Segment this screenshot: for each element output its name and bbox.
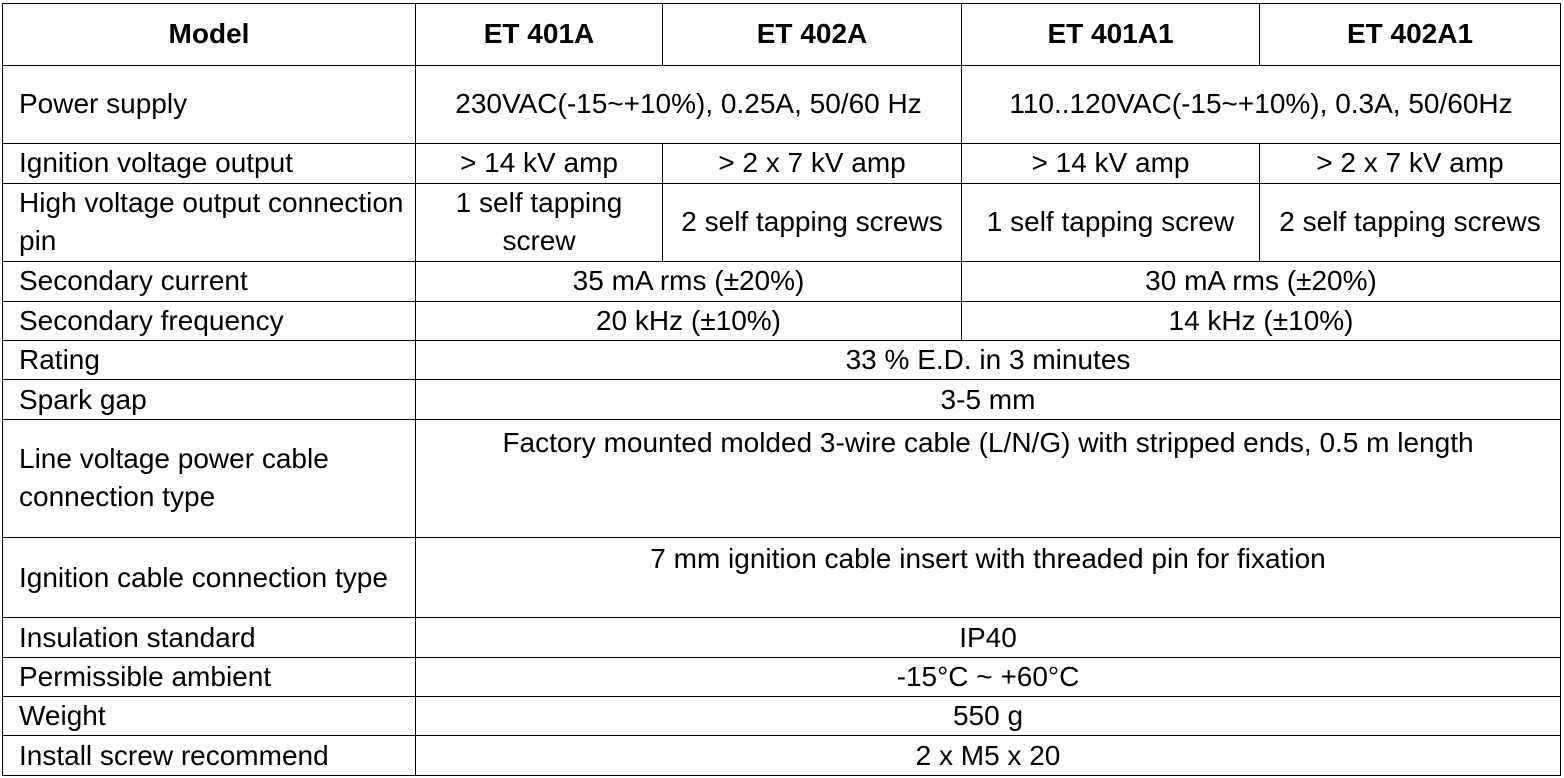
ambient-label: Permissible ambient [3, 657, 416, 696]
secondary-frequency-a1-group: 14 kHz (±10%) [962, 301, 1561, 340]
ignition-voltage-et402a1: > 2 x 7 kV amp [1260, 144, 1561, 183]
ignition-cable-label: Ignition cable connection type [3, 537, 416, 618]
row-secondary-frequency [3, 301, 1561, 340]
secondary-current-a-group: 35 mA rms (±20%) [416, 262, 962, 301]
spec-table [2, 3, 1561, 776]
row-spark-gap [3, 380, 1561, 419]
row-secondary-current [3, 262, 1561, 301]
row-rating [3, 340, 1561, 379]
row-ignition-cable [3, 537, 1561, 618]
row-insulation [3, 618, 1561, 657]
row-install-screw [3, 736, 1561, 776]
row-line-cable [3, 419, 1561, 537]
insulation-label: Insulation standard [3, 618, 416, 657]
header-et401a1: ET 401A1 [962, 4, 1260, 66]
secondary-frequency-a-group: 20 kHz (±10%) [416, 301, 962, 340]
install-screw-label: Install screw recommend [3, 736, 416, 776]
hv-pin-label: High voltage output connection pin [3, 183, 416, 262]
weight-value: 550 g [416, 697, 1561, 736]
power-supply-a-group: 230VAC(-15~+10%), 0.25A, 50/60 Hz [416, 65, 962, 144]
hv-pin-et402a: 2 self tapping screws [663, 183, 962, 262]
rating-label: Rating [3, 340, 416, 379]
ignition-cable-value: 7 mm ignition cable insert with threaded pin for fixation [416, 537, 1561, 618]
secondary-current-a1-group: 30 mA rms (±20%) [962, 262, 1561, 301]
hv-pin-et401a: 1 self tapping screw [416, 183, 663, 262]
ignition-voltage-et402a: > 2 x 7 kV amp [663, 144, 962, 183]
header-row [3, 4, 1561, 66]
line-cable-label: Line voltage power cable connection type [3, 419, 416, 537]
row-ignition-voltage [3, 144, 1561, 183]
header-model: Model [3, 4, 416, 66]
ambient-value: -15°C ~ +60°C [416, 657, 1561, 696]
header-et402a: ET 402A [663, 4, 962, 66]
secondary-frequency-label: Secondary frequency [3, 301, 416, 340]
header-et401a: ET 401A [416, 4, 663, 66]
ignition-voltage-label: Ignition voltage output [3, 144, 416, 183]
secondary-current-label: Secondary current [3, 262, 416, 301]
ignition-voltage-et401a1: > 14 kV amp [962, 144, 1260, 183]
insulation-value: IP40 [416, 618, 1561, 657]
hv-pin-et401a1: 1 self tapping screw [962, 183, 1260, 262]
line-cable-value: Factory mounted molded 3-wire cable (L/N/G) with stripped ends, 0.5 m length [416, 419, 1561, 537]
weight-label: Weight [3, 697, 416, 736]
ignition-voltage-et401a: > 14 kV amp [416, 144, 663, 183]
rating-value: 33 % E.D. in 3 minutes [416, 340, 1561, 379]
row-hv-pin [3, 183, 1561, 262]
spark-gap-label: Spark gap [3, 380, 416, 419]
hv-pin-et402a1: 2 self tapping screws [1260, 183, 1561, 262]
power-supply-a1-group: 110..120VAC(-15~+10%), 0.3A, 50/60Hz [962, 65, 1561, 144]
install-screw-value: 2 x M5 x 20 [416, 736, 1561, 776]
row-ambient [3, 657, 1561, 696]
row-power-supply [3, 65, 1561, 144]
power-supply-label: Power supply [3, 65, 416, 144]
spark-gap-value: 3-5 mm [416, 380, 1561, 419]
row-weight [3, 697, 1561, 736]
header-et402a1: ET 402A1 [1260, 4, 1561, 66]
